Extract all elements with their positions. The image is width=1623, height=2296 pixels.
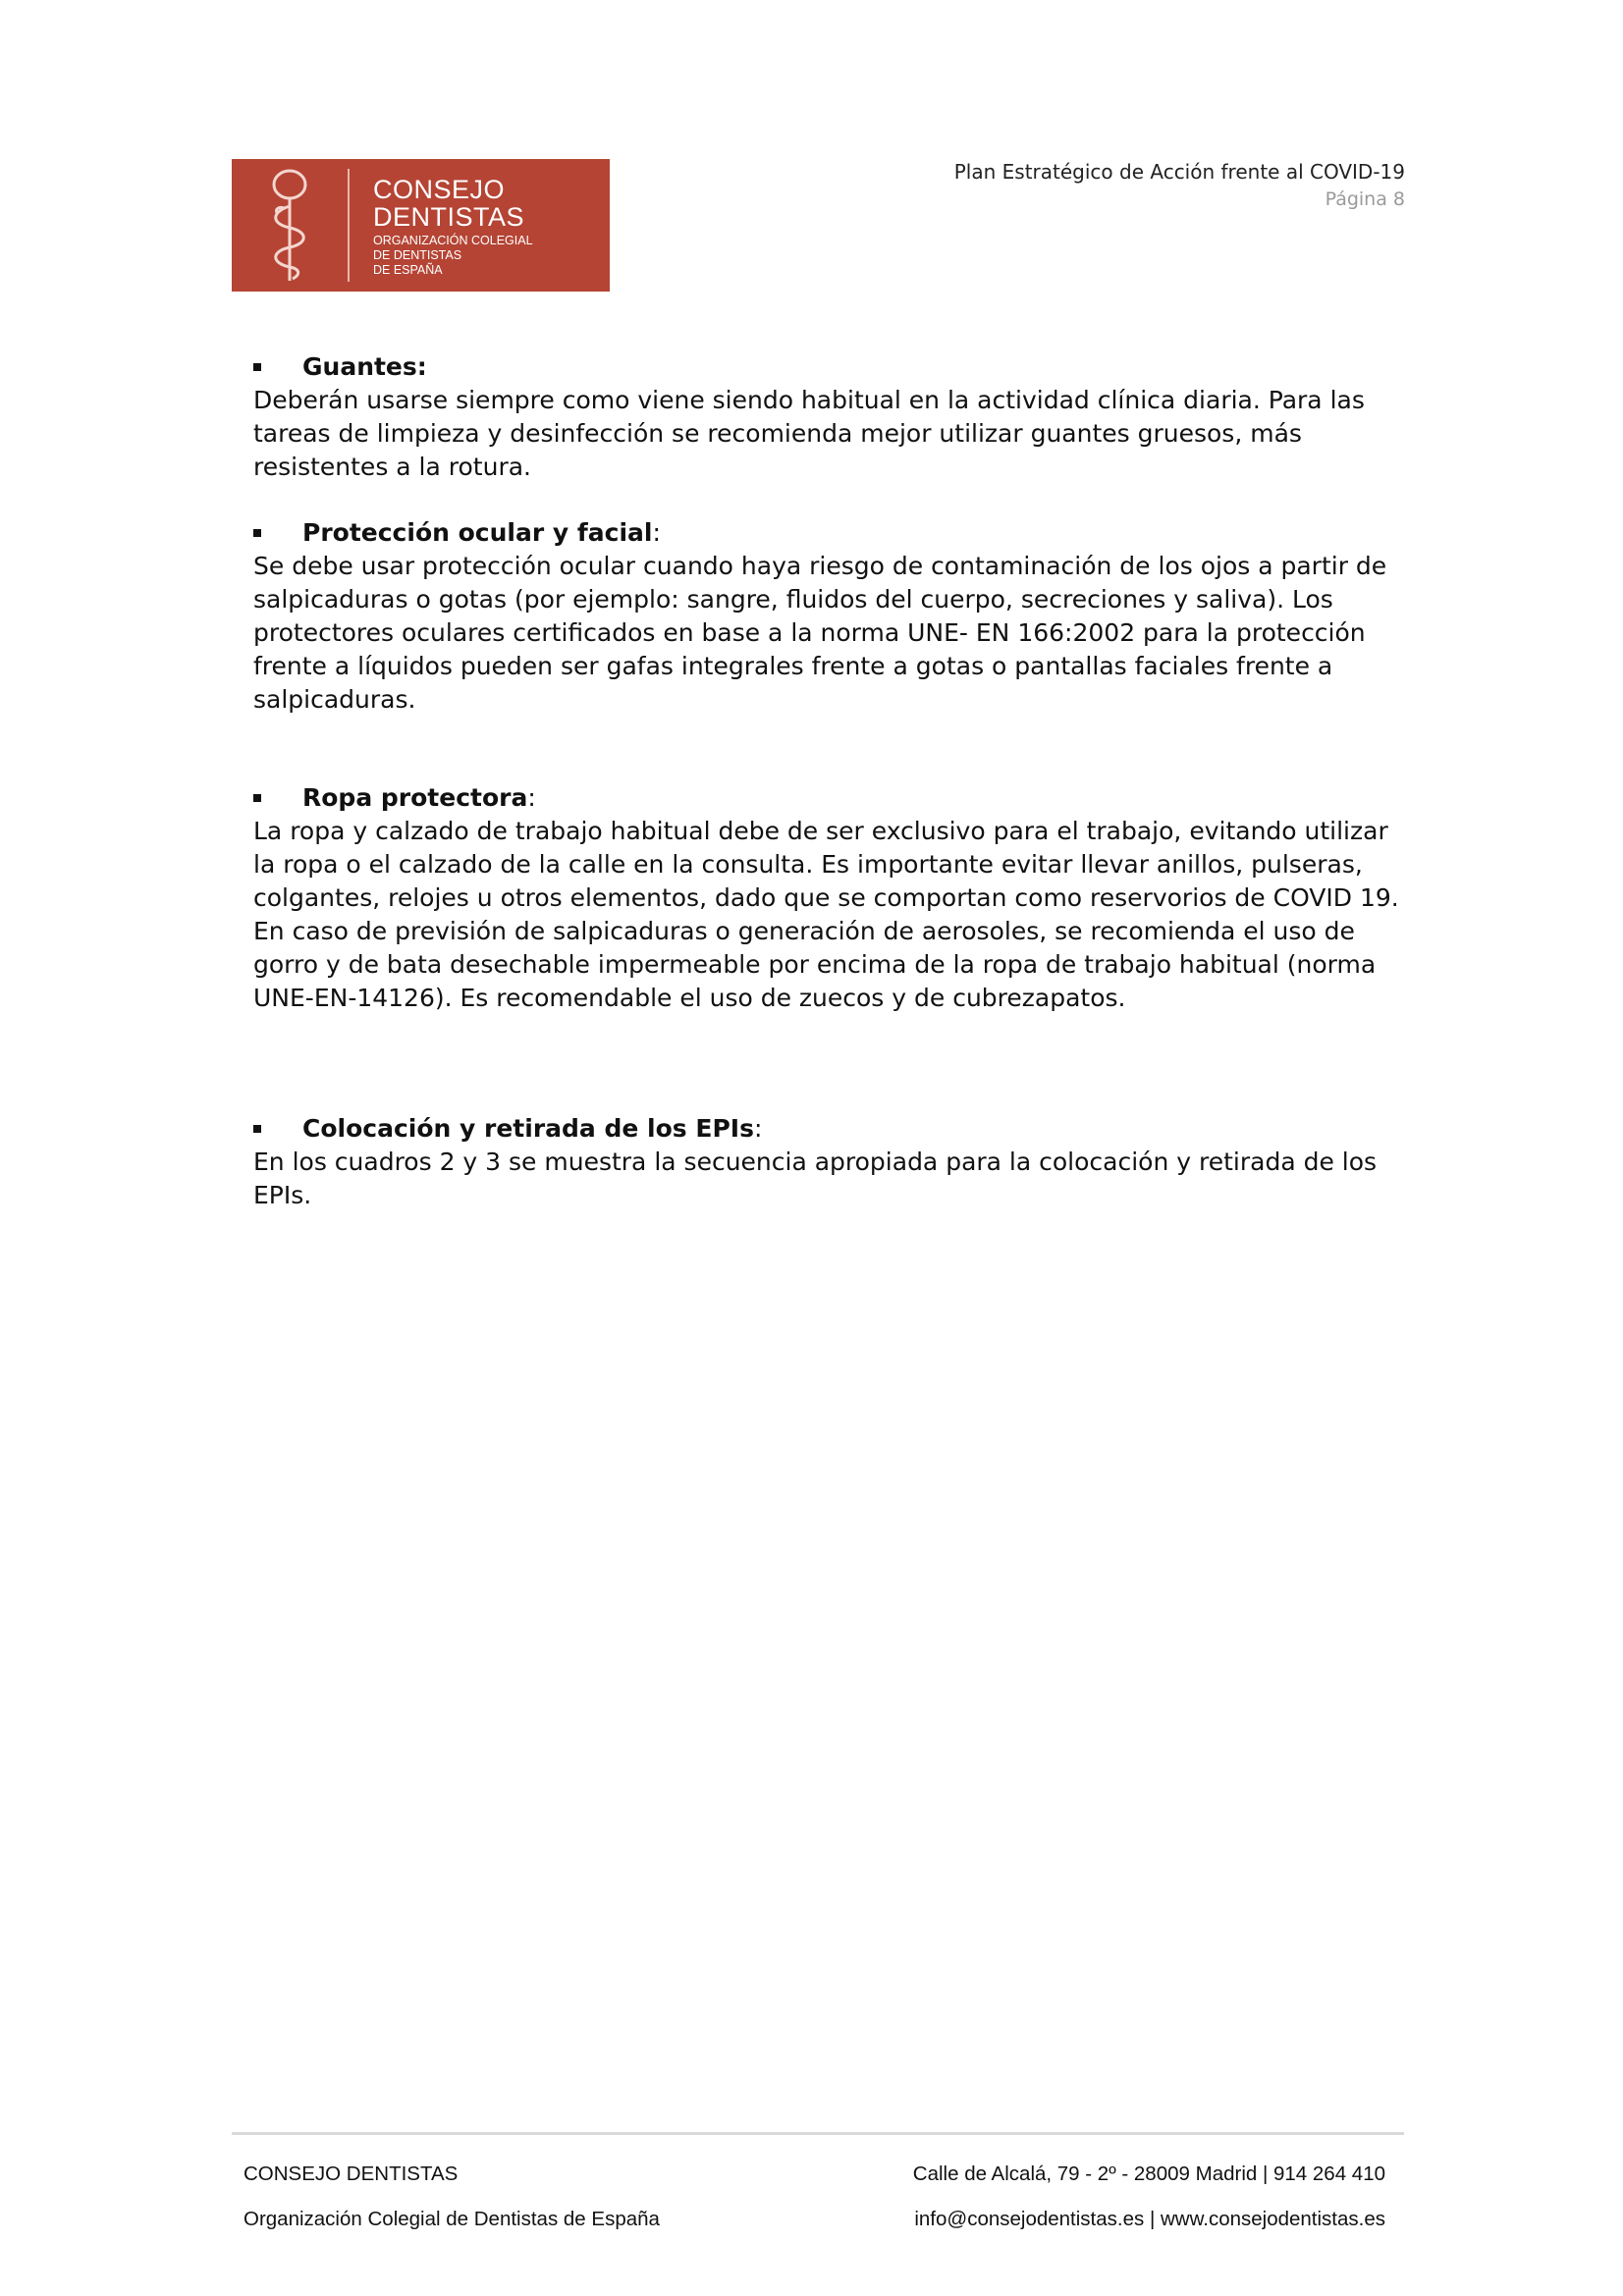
- section-title: Colocación y retirada de los EPIs: [302, 1114, 754, 1143]
- square-bullet-icon: [253, 1125, 261, 1133]
- section-proteccion-ocular: [253, 516, 1412, 717]
- footer-contact: info@consejodentistas.es | www.consejodentistas.es: [914, 2208, 1385, 2230]
- page-number: Página 8: [1325, 188, 1405, 210]
- section-ropa-protectora: [253, 781, 1412, 1015]
- section-body: En los cuadros 2 y 3 se muestra la secuencia apropiada para la colocación y retirada de los EPIs.: [253, 1148, 1378, 1209]
- section-body: La ropa y calzado de trabajo habitual debe de ser exclusivo para el trabajo, evitando utilizar la ropa o el calzado de la calle en la consulta. Es importante evitar llevar anillos, pulseras, colgantes, relojes u otros elementos, dado que se comportan como reservorios de COVID 19. En caso de previsión de salpicaduras o generación de aerosoles, se recomienda el uso de gorro y de bata desechable impermeable por encima de la ropa de trabajo habitual (norma UNE-EN-14126). Es recomendable el uso de zuecos y de cubrezapatos.: [253, 817, 1399, 1012]
- footer-rule: [232, 2132, 1404, 2135]
- footer-address: Calle de Alcalá, 79 - 2º - 28009 Madrid | 914 264 410: [912, 2163, 1385, 2185]
- logo-line-4: DE DENTISTAS: [373, 248, 462, 262]
- section-title: Guantes:: [302, 352, 427, 381]
- consejo-dentistas-logo: [232, 159, 610, 292]
- document-body: [253, 350, 1412, 1212]
- footer-org-full: Organización Colegial de Dentistas de España: [243, 2208, 660, 2230]
- section-title: Protección ocular y facial: [302, 518, 653, 547]
- logo-line-5: DE ESPAÑA: [373, 263, 443, 277]
- square-bullet-icon: [253, 529, 261, 537]
- square-bullet-icon: [253, 363, 261, 371]
- footer-org-name: CONSEJO DENTISTAS: [243, 2163, 459, 2185]
- caduceus-icon: [259, 167, 318, 284]
- section-title-colon: :: [527, 783, 536, 812]
- square-bullet-icon: [253, 794, 261, 802]
- section-guantes: [253, 350, 1412, 484]
- section-body: Se debe usar protección ocular cuando haya riesgo de contaminación de los ojos a partir de salpicaduras o gotas (por ejemplo: sangre, fluidos del cuerpo, secreciones y saliva). Los protectores oculares certificados en base a la norma UNE‐ EN 166:2002 para la protección frente a líquidos pueden ser gafas integrales frente a gotas o pantallas faciales frente a salpicaduras.: [253, 552, 1387, 714]
- document-title: Plan Estratégico de Acción frente al COVID-19: [953, 160, 1405, 184]
- logo-line-1: CONSEJO: [373, 175, 506, 204]
- section-title-colon: :: [753, 1114, 763, 1143]
- logo-line-2: DENTISTAS: [373, 202, 525, 232]
- section-title: Ropa protectora: [302, 783, 528, 812]
- logo-subtitle: [373, 234, 599, 278]
- logo-line-3: ORGANIZACIÓN COLEGIAL: [373, 234, 533, 247]
- section-body: Deberán usarse siempre como viene siendo habitual en la actividad clínica diaria. Para las tareas de limpieza y desinfección se recomienda mejor utilizar guantes gruesos, más resistentes a la rotura.: [253, 386, 1365, 481]
- logo-divider: [348, 169, 350, 282]
- section-colocacion-retirada: [253, 1112, 1412, 1212]
- section-title-colon: :: [652, 518, 661, 547]
